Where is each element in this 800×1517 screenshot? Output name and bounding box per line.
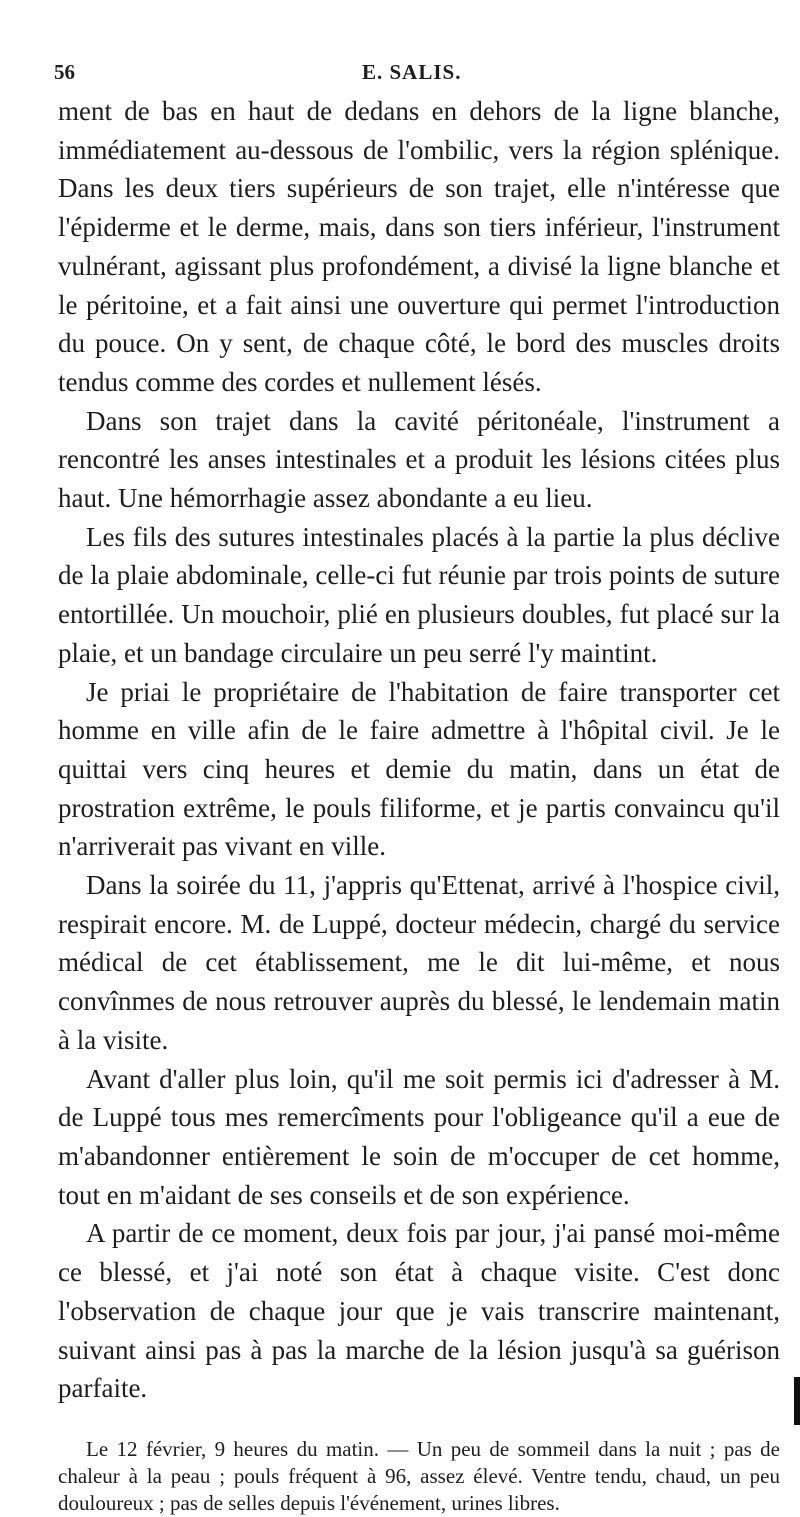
body-text bbox=[58, 92, 780, 1408]
running-head: E. SALIS. bbox=[362, 60, 462, 84]
margin-mark bbox=[794, 1377, 800, 1425]
paragraph-6: Avant d'aller plus loin, qu'il me soit permis ici d'adresser à M. de Luppé tous mes remercîments pour l'obligeance qu'il a eue de m'abandonner entièrement le soin de m'occuper de cet homme, tout en m'aidant de ses conseils et de son expérience. bbox=[58, 1063, 780, 1210]
paragraph-4: Je priai le propriétaire de l'habitation de faire transporter cet homme en ville afin de le faire admettre à l'hôpital civil. Je le quittai vers cinq heures et demie du matin, dans un état de prostration extrême, le pouls filiforme, et je partis convaincu qu'il n'arriverait pas vivant en ville. bbox=[58, 676, 780, 862]
paragraph-5: Dans la soirée du 11, j'appris qu'Ettenat, arrivé à l'hospice civil, respirait encore. M. de Luppé, docteur médecin, chargé du service médical de cet établissement, me le dit lui-même, et nous convînmes de nous retrouver auprès du blessé, le lendemain matin à la visite. bbox=[58, 870, 780, 1055]
paragraph-3: Les fils des sutures intestinales placés à la partie la plus déclive de la plaie abdominale, celle-ci fut réunie par trois points de suture entortillée. Un mouchoir, plié en plusieurs doubles, fut placé sur la plaie, et un bandage circulaire un peu serré l'y maintint. bbox=[58, 521, 780, 668]
paragraph-2: Dans son trajet dans la cavité péritonéale, l'instrument a rencontré les anses intestinales et a produit les lésions citées plus haut. Une hémorrhagie assez abondante a eu lieu. bbox=[58, 405, 780, 514]
paragraph-1: ment de bas en haut de dedans en dehors de la ligne blanche, immédiatement au-dessous de l'ombilic, vers la région splénique. Dans les deux tiers supérieurs de son trajet, elle n'intéresse que l'épiderme et le derme, mais, dans son tiers inférieur, l'instrument vulnérant, agissant plus profondément, a divisé la ligne blanche et le péritoine, et a fait ainsi une ouverture qui permet l'introduction du pouce. On y sent, de chaque côté, le bord des muscles droits tendus comme des cordes et nullement lésés. bbox=[58, 96, 780, 397]
page-header bbox=[54, 60, 774, 90]
paragraph-7: A partir de ce moment, deux fois par jour, j'ai pansé moi-même ce blessé, et j'ai noté son état à chaque visite. C'est donc l'observation de chaque jour que je vais transcrire maintenant, suivant ainsi pas à pas la marche de la lésion jusqu'à sa guérison parfaite. bbox=[58, 1218, 780, 1404]
page-number: 56 bbox=[54, 60, 75, 84]
observation-note: Le 12 février, 9 heures du matin. — Un peu de sommeil dans la nuit ; pas de chaleur à la peau ; pouls fréquent à 96, assez élevé. Ventre tendu, chaud, un peu douloureux ; pas de selles depuis l'événement, urines libres. bbox=[58, 1437, 780, 1515]
